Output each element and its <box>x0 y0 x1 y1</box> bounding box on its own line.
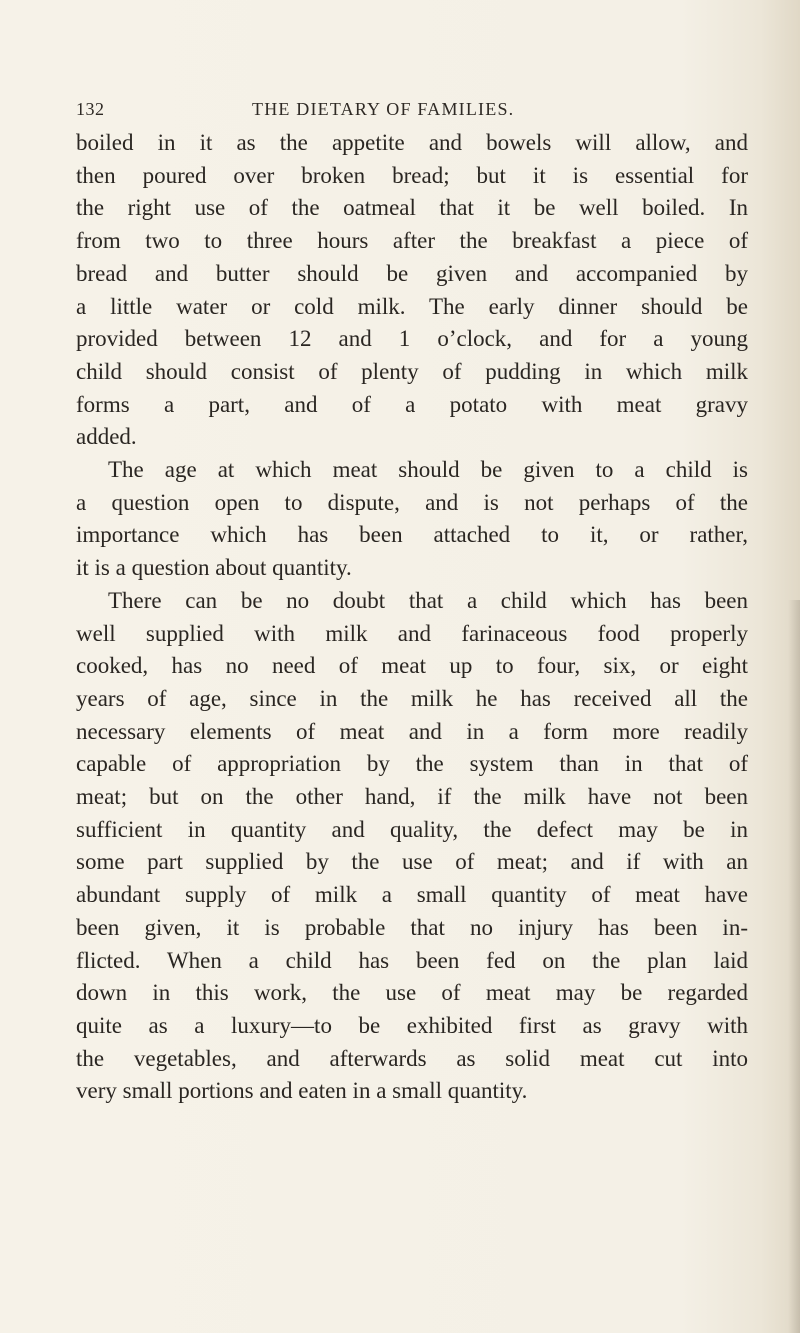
paragraph <box>76 127 748 454</box>
text-line: then poured over broken bread; but it is essential for <box>76 162 748 188</box>
text-line: meat; but on the other hand, if the milk have not been <box>76 784 748 810</box>
running-head <box>76 99 748 123</box>
text-line: the vegetables, and afterwards as solid meat cut into <box>76 1045 748 1071</box>
text-line: down in this work, the use of meat may be regarded <box>76 980 748 1006</box>
text-line: bread and butter should be given and accompanied by <box>76 260 748 286</box>
text-line: added. <box>76 424 137 450</box>
text-line: quite as a luxury—to be exhibited first as gravy with <box>76 1012 748 1038</box>
text-line: a question open to dispute, and is not perhaps of the <box>76 489 748 515</box>
text-line: forms a part, and of a potato with meat gravy <box>76 391 748 417</box>
text-line: from two to three hours after the breakfast a piece of <box>76 228 748 254</box>
text-line: cooked, has no need of meat up to four, six, or eight <box>76 653 748 679</box>
text-line: some part supplied by the use of meat; and if with an <box>76 849 748 875</box>
text-line: capable of appropriation by the system than in that of <box>76 751 748 777</box>
text-line: There can be no doubt that a child which has been <box>108 587 748 613</box>
page-number: 132 <box>76 99 105 119</box>
text-line: a little water or cold milk. The early dinner should be <box>76 293 748 319</box>
text-line: The age at which meat should be given to a child is <box>108 457 748 483</box>
text-line: importance which has been attached to it, or rather, <box>76 522 748 548</box>
text-line: boiled in it as the appetite and bowels will allow, and <box>76 130 748 155</box>
text-line: sufficient in quantity and quality, the defect may be in <box>76 816 748 842</box>
paragraph <box>76 585 748 1108</box>
text-line: necessary elements of meat and in a form more readily <box>76 718 748 744</box>
text-line: well supplied with milk and farinaceous food properly <box>76 620 748 646</box>
text-line: abundant supply of milk a small quantity of meat have <box>76 882 748 908</box>
text-line: it is a question about quantity. <box>76 555 352 581</box>
body-text <box>76 127 748 1108</box>
text-line: flicted. When a child has been fed on the plan laid <box>76 947 748 973</box>
running-head-title: THE DIETARY OF FAMILIES. <box>252 99 515 119</box>
text-line: provided between 12 and 1 o’clock, and for a young <box>76 326 748 352</box>
page-edge-shadow <box>788 600 800 1333</box>
text-line: very small portions and eaten in a small quantity. <box>76 1078 528 1104</box>
text-line: child should consist of plenty of pudding in which milk <box>76 358 748 384</box>
text-line: years of age, since in the milk he has received all the <box>76 685 748 711</box>
paragraph <box>76 454 748 585</box>
text-line: the right use of the oatmeal that it be well boiled. In <box>76 195 748 221</box>
text-line: been given, it is probable that no injury has been in- <box>76 914 748 940</box>
